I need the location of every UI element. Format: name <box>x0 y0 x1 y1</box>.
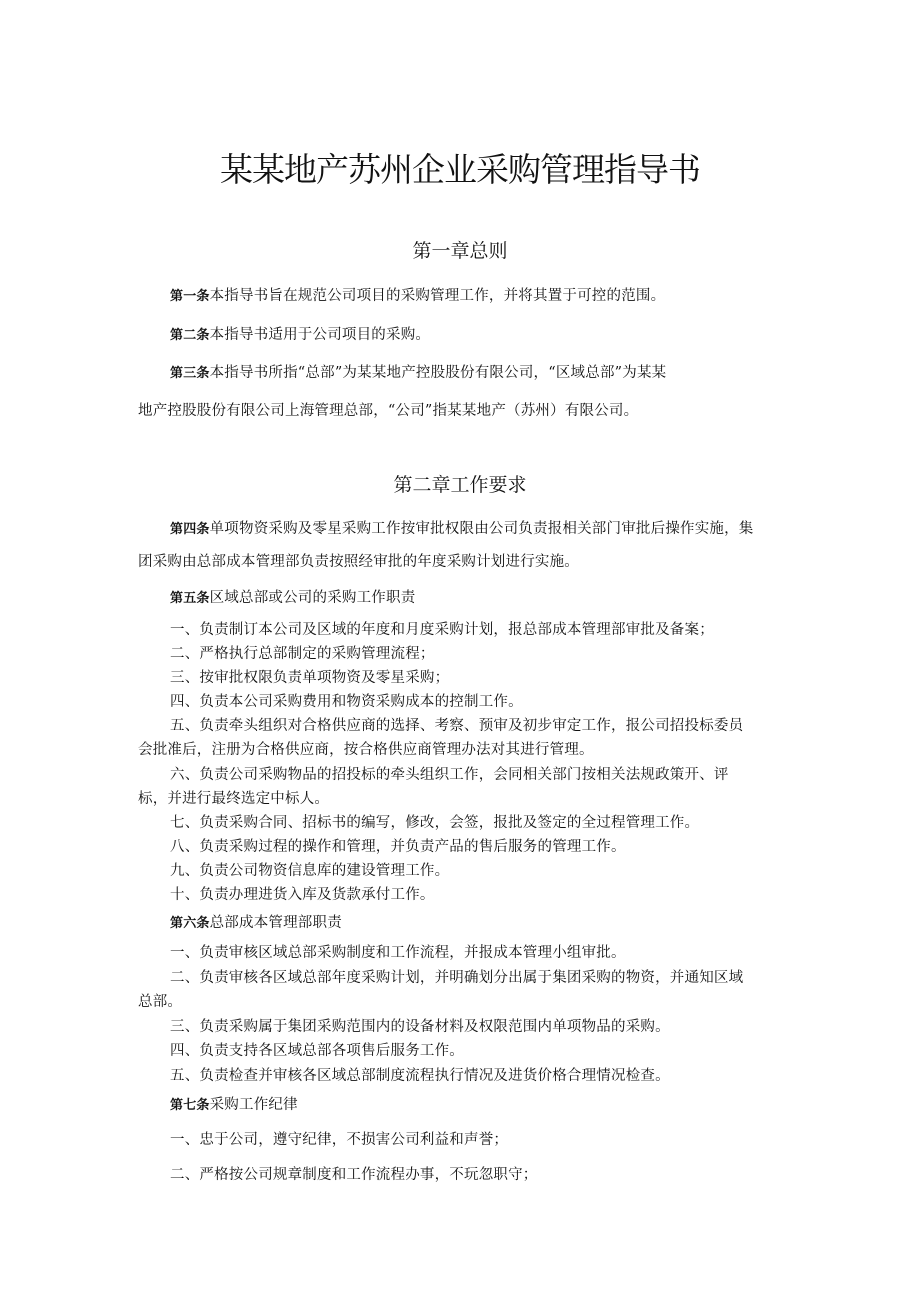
list-item: 六、负责公司采购物品的招投标的牵头组织工作，会同相关部门按相关法规政策开、评 <box>170 767 729 783</box>
list-item: 二、严格按公司规章制度和工作流程办事，不玩忽职守； <box>170 1167 538 1183</box>
list-item: 十、负责办理进货入库及货款承付工作。 <box>170 887 435 903</box>
list-item-continuation: 标，并进行最终选定中标人。 <box>138 791 330 807</box>
article-label: 第二条 <box>170 328 210 343</box>
article-6 <box>170 911 342 932</box>
article-text: 本指导书旨在规范公司项目的采购管理工作，并将其置于可控的范围。 <box>209 288 666 304</box>
article-1 <box>170 284 665 305</box>
chapter-2-heading: 第二章工作要求 <box>393 474 527 496</box>
list-item: 二、严格执行总部制定的采购管理流程； <box>170 646 435 662</box>
article-label: 第五条 <box>170 591 210 606</box>
list-item: 二、负责审核各区域总部年度采购计划，并明确划分出属于集团采购的物资，并通知区域 <box>170 970 744 986</box>
article-label: 第四条 <box>170 522 210 537</box>
list-item-continuation: 总部。 <box>138 994 183 1010</box>
article-text: 本指导书所指“总部”为某某地产控股股份有限公司，“区域总部”为某某 <box>209 365 667 381</box>
list-item: 一、负责制订本公司及区域的年度和月度采购计划，报总部成本管理部审批及备案； <box>170 622 714 638</box>
list-item-continuation: 会批准后，注册为合格供应商，按合格供应商管理办法对其进行管理。 <box>138 742 594 758</box>
list-item: 四、负责本公司采购费用和物资采购成本的控制工作。 <box>170 694 523 710</box>
chapter-1-heading: 第一章总则 <box>412 240 508 262</box>
list-item: 一、忠于公司，遵守纪律，不损害公司利益和声誉； <box>170 1132 509 1148</box>
article-text: 本指导书适用于公司项目的采购。 <box>209 327 431 343</box>
list-item: 七、负责采购合同、招标书的编写，修改，会签，报批及签定的全过程管理工作。 <box>170 815 700 831</box>
article-label: 第六条 <box>170 916 210 931</box>
article-5 <box>170 586 415 607</box>
list-item: 八、负责采购过程的操作和管理，并负责产品的售后服务的管理工作。 <box>170 839 626 855</box>
page-title: 某某地产苏州企业采购管理指导书 <box>220 150 700 189</box>
article-label: 第七条 <box>170 1098 210 1113</box>
article-3 <box>170 361 666 382</box>
list-item: 四、负责支持各区域总部各项售后服务工作。 <box>170 1043 464 1059</box>
article-3-continuation: 地产控股股份有限公司上海管理总部，“公司”指某某地产（苏州）有限公司。 <box>138 403 639 419</box>
list-item: 三、负责采购属于集团采购范围内的设备材料及权限范围内单项物品的采购。 <box>170 1019 670 1035</box>
article-2 <box>170 323 430 344</box>
article-label: 第三条 <box>170 366 210 381</box>
article-text: 采购工作纪律 <box>209 1097 298 1113</box>
article-4-continuation: 团采购由总部成本管理部负责按照经审批的年度采购计划进行实施。 <box>138 554 579 570</box>
article-text: 区域总部或公司的采购工作职责 <box>209 590 416 606</box>
list-item: 五、负责牵头组织对合格供应商的选择、考察、预审及初步审定工作，报公司招投标委员 <box>170 718 744 734</box>
article-label: 第一条 <box>170 289 210 304</box>
list-item: 九、负责公司物资信息库的建设管理工作。 <box>170 863 450 879</box>
list-item: 五、负责检查并审核各区域总部制度流程执行情况及进货价格合理情况检查。 <box>170 1068 670 1084</box>
article-text: 总部成本管理部职责 <box>209 915 342 931</box>
list-item: 三、按审批权限负责单项物资及零星采购； <box>170 670 450 686</box>
article-text: 单项物资采购及零星采购工作按审批权限由公司负责报相关部门审批后操作实施，集 <box>209 521 754 537</box>
article-7 <box>170 1093 298 1114</box>
article-4 <box>170 517 754 538</box>
list-item: 一、负责审核区域总部采购制度和工作流程，并报成本管理小组审批。 <box>170 945 626 961</box>
